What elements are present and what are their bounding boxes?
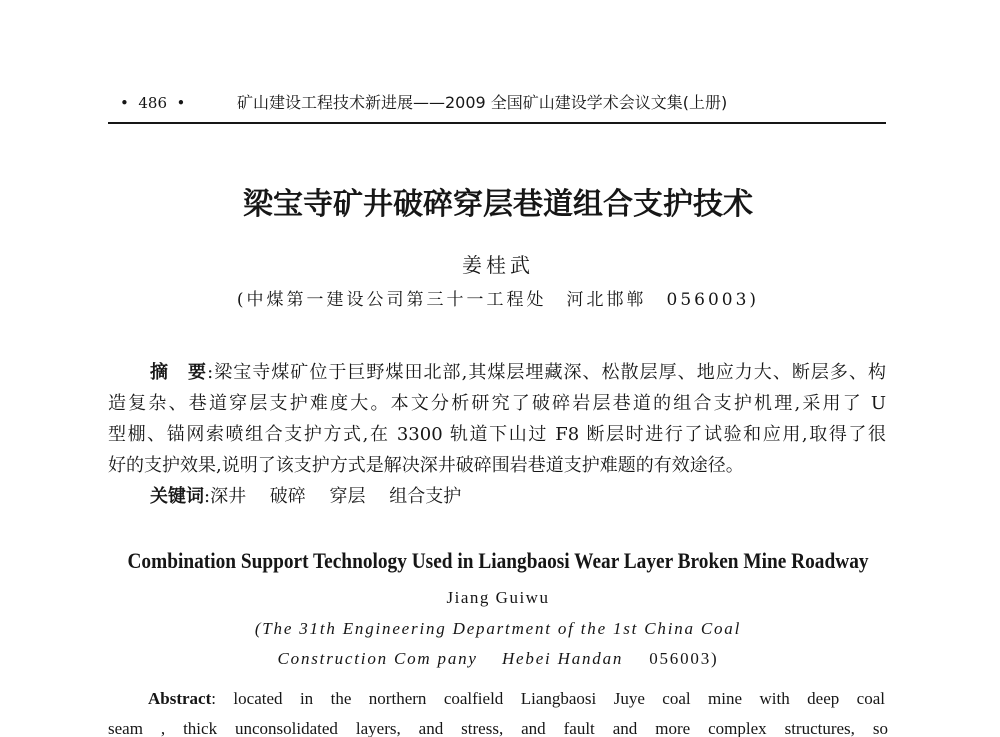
abstract-cn-line: 好的支护效果,说明了该支护方式是解决深井破碎围岩巷道支护难题的有效途径。 xyxy=(108,455,744,476)
keywords-cn-text: :深井 破碎 穿层 组合支护 xyxy=(204,486,462,507)
author-en: Jiang Guiwu xyxy=(446,588,550,607)
abstract-en-line xyxy=(148,689,885,709)
abstract-cn-label: 摘 要 xyxy=(150,362,208,383)
affiliation-en-line xyxy=(0,649,996,669)
keywords-cn-label: 关键词 xyxy=(150,486,204,507)
abstract-cn-text: :梁宝寺煤矿位于巨野煤田北部,其煤层埋藏深、松散层厚、地应力大、断层多、构 xyxy=(207,362,886,383)
keywords-cn xyxy=(150,481,461,512)
abstract-en-line: seam , thick unconsolidated layers, and stress, and fault and more complex structures, so xyxy=(108,720,888,737)
affiliation-en-postcode: 056003) xyxy=(649,649,719,668)
abstract-cn-line: 型棚、锚网索喷组合支护方式,在 3300 轨道下山过 F8 断层时进行了试验和应用,取得了很 xyxy=(108,424,886,445)
author-cn: 姜桂武 xyxy=(462,253,534,277)
abstract-cn-line: 造复杂、巷道穿层支护难度大。本文分析研究了破碎岩层巷道的组合支护机理,采用了 U xyxy=(108,393,886,414)
abstract-cn-line xyxy=(108,357,886,388)
running-title: 矿山建设工程技术新进展——2009 全国矿山建设学术会议文集(上册) xyxy=(237,93,728,112)
header-rule xyxy=(108,122,886,124)
abstract-en-label: Abstract xyxy=(148,689,212,708)
affiliation-en-line: (The 31th Engineering Department of the 1st China Coal xyxy=(254,619,742,638)
abstract-cn xyxy=(108,357,886,481)
paper-title-en: Combination Support Technology Used in Liangbaosi Wear Layer Broken Mine Roadway xyxy=(127,548,869,573)
affiliation-en-org: Construction Com pany Hebei Handan xyxy=(277,649,624,668)
paper-title-cn: 梁宝寺矿井破碎穿层巷道组合支护技术 xyxy=(243,187,753,222)
page-number: • 486 • xyxy=(120,94,186,112)
affiliation-cn: (中煤第一建设公司第三十一工程处 河北邯郸 056003) xyxy=(236,290,760,310)
abstract-en-text: : located in the northern coalfield Liangbaosi Juye coal mine with deep coal xyxy=(211,689,885,708)
